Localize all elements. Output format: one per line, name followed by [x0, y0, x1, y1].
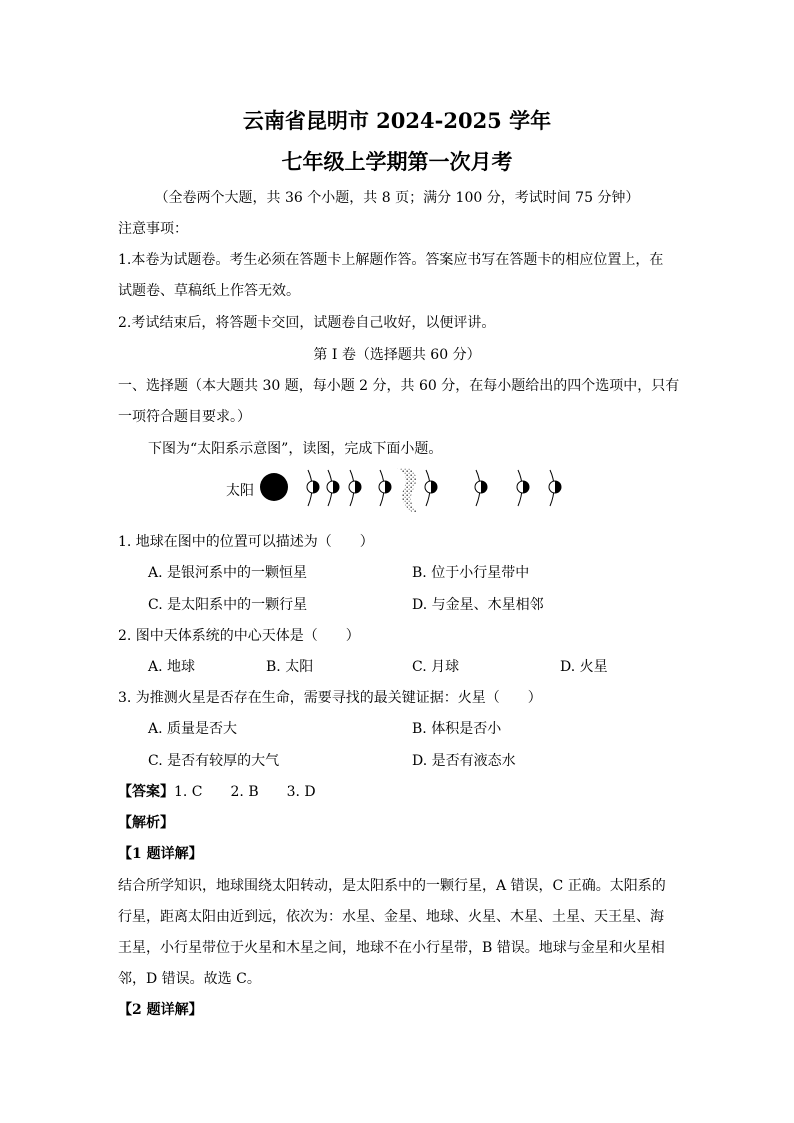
q1-detail-line: 结合所学知识，地球围绕太阳转动，是太阳系中的一颗行星，A 错误，C 正确。太阳系的	[118, 878, 666, 894]
question-2-option-a: A. 地球	[148, 659, 196, 675]
question-2-option-b: B. 太阳	[266, 659, 314, 675]
sun-label: 太阳	[226, 483, 254, 499]
part1-heading-a: 一、选择题（本大题共 30 题，每小题 2 分，共 60 分，在每小题给出的四个选项中，只有	[118, 378, 680, 394]
q1-detail-label: 【1 题详解】	[118, 846, 203, 862]
question-1-stem: 1. 地球在图中的位置可以描述为（ ）	[118, 534, 374, 550]
exam-info: （全卷两个大题，共 36 个小题，共 8 页；满分 100 分，考试时间 75 分钟）	[154, 190, 640, 206]
q2-detail-label: 【2 题详解】	[118, 1002, 203, 1018]
asteroid-belt	[396, 468, 418, 512]
q1-detail-line: 王星，小行星带位于火星和木星之间，地球不在小行星带，B 错误。地球与金星和火星相	[118, 940, 665, 956]
question-1-option-d: D. 与金星、木星相邻	[412, 597, 544, 613]
note-1b: 试题卷、草稿纸上作答无效。	[118, 283, 300, 299]
volume-heading: 第 I 卷（选择题共 60 分）	[313, 347, 481, 363]
diagram-intro: 下图为“太阳系示意图”，读图，完成下面小题。	[148, 441, 443, 457]
answer-text: 1. C 2. B 3. D	[174, 784, 316, 800]
exam-subtitle-title: 七年级上学期第一次月考	[281, 149, 513, 174]
question-3-option-a: A. 质量是否大	[148, 721, 238, 737]
question-1-option-a: A. 是银河系中的一颗恒星	[148, 565, 308, 581]
planet-venus-icon	[327, 481, 339, 493]
analysis-label: 【解析】	[118, 815, 174, 831]
question-2-option-d: D. 火星	[560, 659, 608, 675]
question-3-option-d: D. 是否有液态水	[412, 753, 516, 769]
planet-jupiter-icon	[425, 481, 437, 493]
planet-uranus-icon	[517, 481, 529, 493]
note-1a: 1.本卷为试题卷。考生必须在答题卡上解题作答。答案应书写在答题卡的相应位置上，在	[118, 252, 664, 268]
part1-heading-b: 一项符合题目要求。）	[118, 409, 251, 425]
planet-mercury-icon	[307, 481, 319, 493]
question-3-option-c: C. 是否有较厚的大气	[148, 753, 280, 769]
planet-mars-icon	[379, 481, 391, 493]
planet-saturn-icon	[475, 481, 487, 493]
question-2-option-c: C. 月球	[412, 659, 460, 675]
answer-label: 【答案】	[118, 784, 174, 800]
q1-detail-line: 邻，D 错误。故选 C。	[118, 971, 261, 987]
question-1-option-c: C. 是太阳系中的一颗行星	[148, 597, 308, 613]
notes-heading: 注意事项：	[118, 221, 188, 237]
planet-earth-icon	[349, 481, 361, 493]
exam-title: 云南省昆明市 2024-2025 学年	[242, 108, 552, 133]
answer-line	[118, 781, 678, 801]
question-3-stem: 3. 为推测火星是否存在生命，需要寻找的最关键证据：火星（ ）	[118, 690, 542, 706]
question-1-option-b: B. 位于小行星带中	[412, 565, 530, 581]
note-2: 2.考试结束后，将答题卡交回，试题卷自己收好，以便评讲。	[118, 315, 496, 331]
solar-system-diagram	[222, 466, 582, 516]
question-3-option-b: B. 体积是否小	[412, 721, 502, 737]
q1-detail-line: 行星，距离太阳由近到远，依次为：水星、金星、地球、火星、木星、土星、天王星、海	[118, 909, 664, 925]
question-2-stem: 2. 图中天体系统的中心天体是（ ）	[118, 628, 360, 644]
planet-neptune-icon	[549, 481, 561, 493]
sun-icon	[260, 473, 288, 501]
orbit-diagram-svg	[222, 466, 582, 516]
